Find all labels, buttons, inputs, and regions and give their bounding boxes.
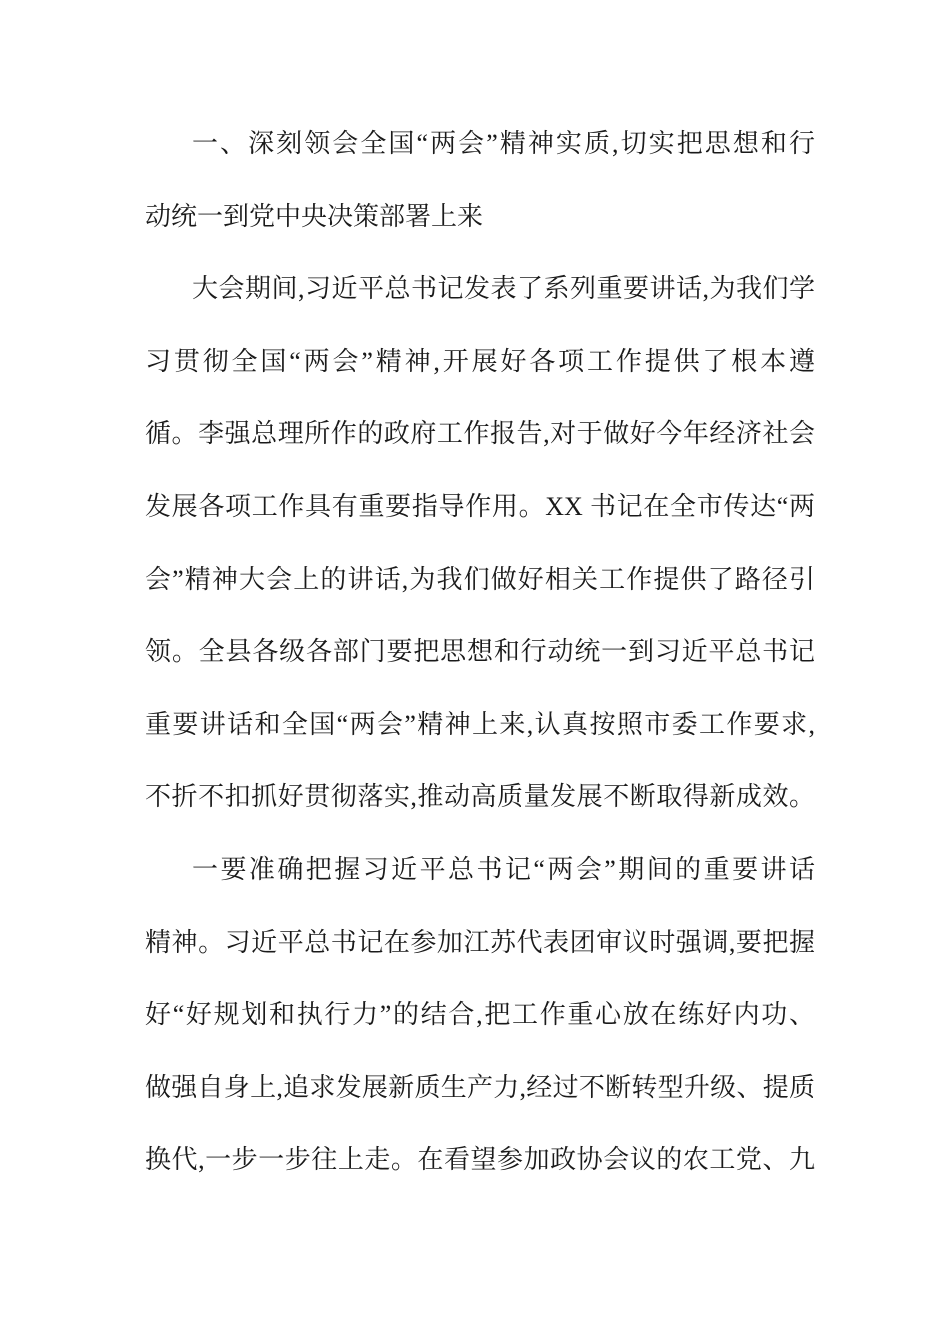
text-line: 动统一到党中央决策部署上来 [145, 201, 484, 231]
text-line: 一、深刻领会全国“两会”精神实质,切实把思想和行 [192, 129, 815, 158]
text-line: 发展各项工作具有重要指导作用。XX 书记在全市传达“两 [145, 491, 815, 521]
text-line: 一要准确把握习近平总书记“两会”期间的重要讲话 [192, 854, 815, 884]
text-line: 领。全县各级各部门要把思想和行动统一到习近平总书记 [145, 637, 815, 667]
text-line: 大会期间,习近平总书记发表了系列重要讲话,为我们学 [192, 274, 815, 304]
text-line: 习贯彻全国“两会”精神,开展好各项工作提供了根本遵 [145, 346, 815, 376]
text-line: 会”精神大会上的讲话,为我们做好相关工作提供了路径引 [145, 564, 815, 594]
text-line: 做强自身上,追求发展新质生产力,经过不断转型升级、提质 [145, 1072, 815, 1102]
text-line: 不折不扣抓好贯彻落实,推动高质量发展不断取得新成效。 [145, 782, 815, 812]
text-line: 精神。习近平总书记在参加江苏代表团审议时强调,要把握 [145, 927, 815, 957]
text-line: 重要讲话和全国“两会”精神上来,认真按照市委工作要求, [145, 709, 815, 739]
text-line: 换代,一步一步往上走。在看望参加政协会议的农工党、九 [145, 1145, 815, 1175]
text-line: 好“好规划和执行力”的结合,把工作重心放在练好内功、 [145, 1000, 815, 1030]
text-line: 循。李强总理所作的政府工作报告,对于做好今年经济社会 [145, 419, 815, 449]
